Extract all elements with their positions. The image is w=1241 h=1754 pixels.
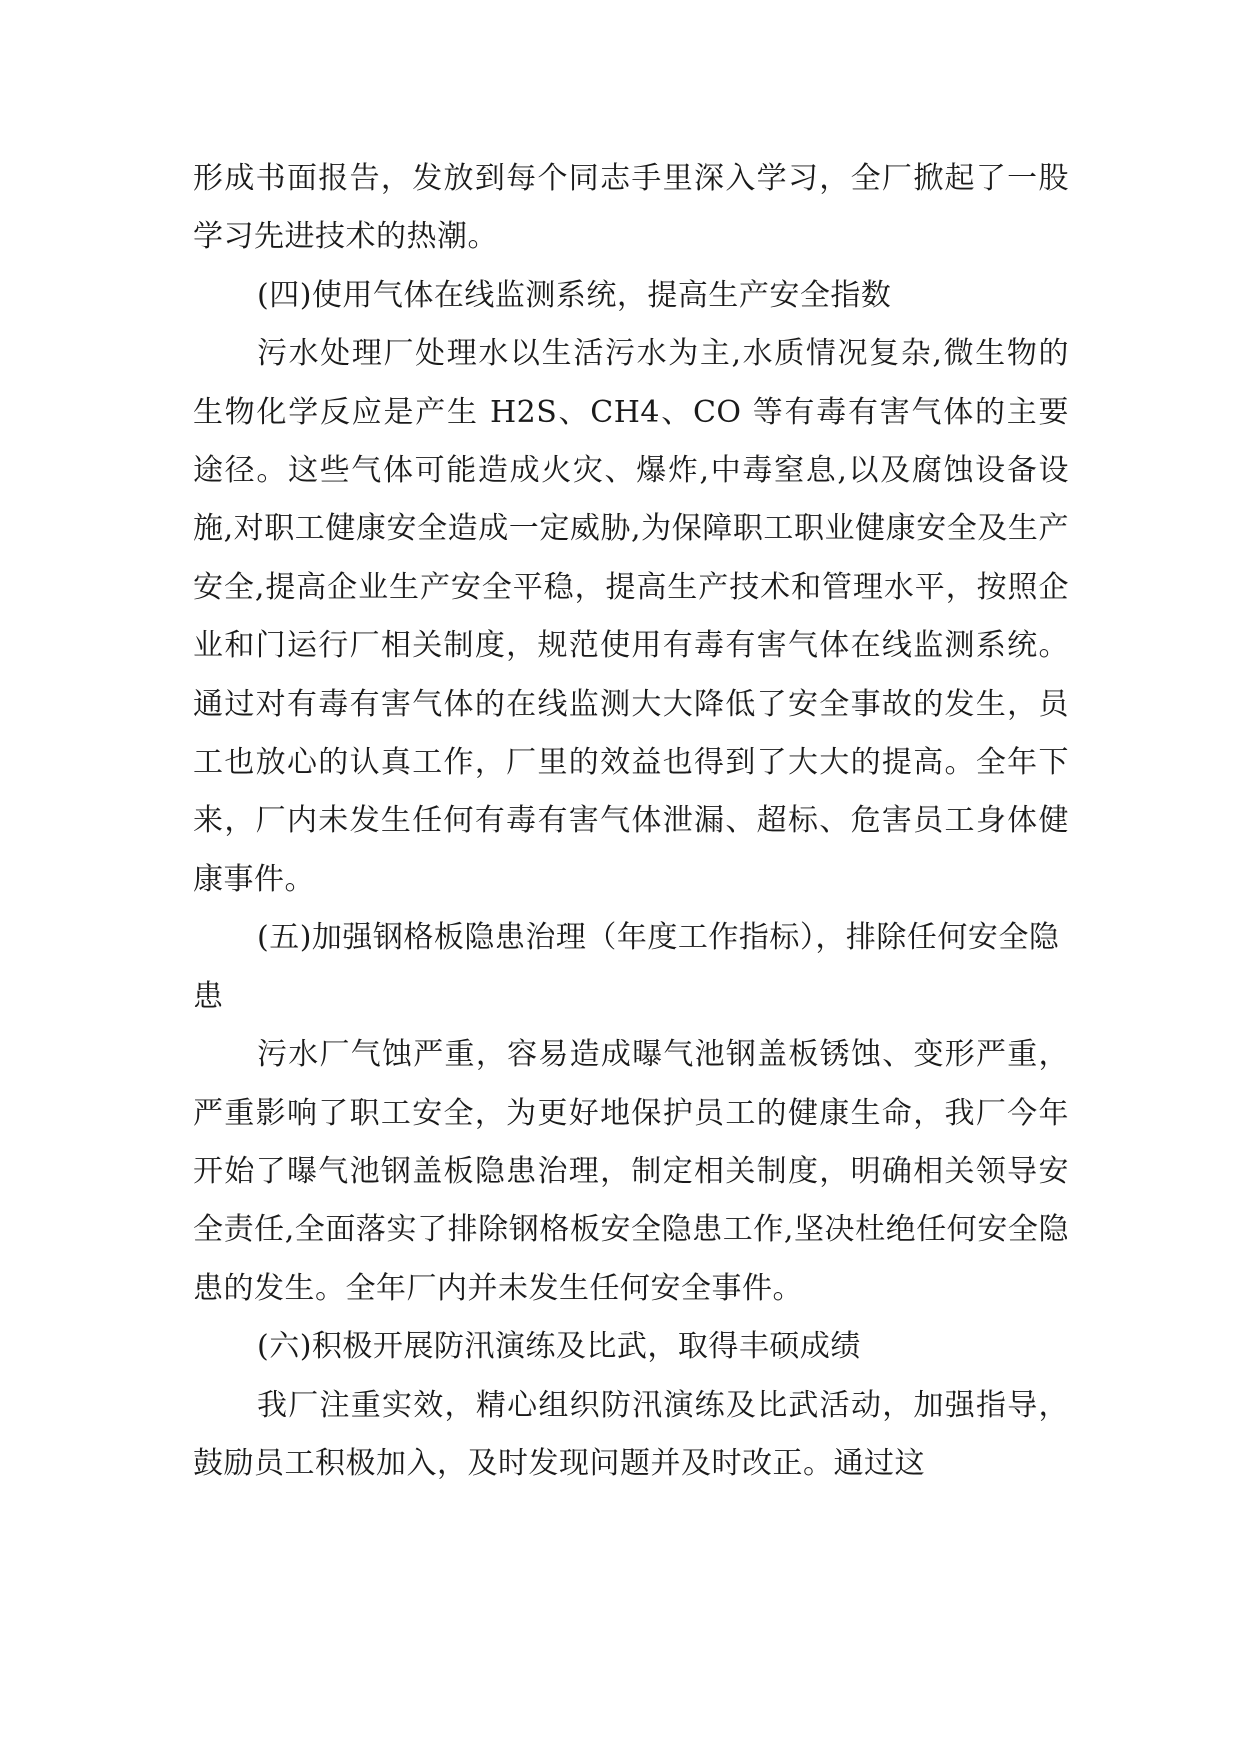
paragraph-flood-drill: 我厂注重实效，精心组织防汛演练及比武活动，加强指导，鼓励员工积极加入，及时发现问题并及时改正。通过这: [193, 1387, 1069, 1481]
section-heading-4: (四)使用气体在线监测系统，提高生产安全指数: [257, 277, 892, 313]
section-heading-6: (六)积极开展防汛演练及比武，取得丰硕成绩: [257, 1329, 861, 1365]
section-heading-5: (五)加强钢格板隐患治理（年度工作指标），排除任何安全隐患: [193, 920, 1060, 1014]
document-body: [193, 150, 1069, 1493]
paragraph-steel-grating: 污水厂气蚀严重，容易造成曝气池钢盖板锈蚀、变形严重，严重影响了职工安全，为更好地保护员工的健康生命，我厂今年开始了曝气池钢盖板隐患治理，制定相关制度，明确相关领导安全责任,全面落实了排除钢格板安全隐患工作,坚决杜绝任何安全隐患的发生。全年厂内并未发生任何安全事件。: [193, 1037, 1069, 1306]
paragraph-gas-monitoring: 污水处理厂处理水以生活污水为主,水质情况复杂,微生物的生物化学反应是产生 H2S、CH4、CO 等有毒有害气体的主要途径。这些气体可能造成火灾、爆炸,中毒窒息,以及腐蚀设备设施,对职工健康安全造成一定威胁,为保障职工职业健康安全及生产安全,提高企业生产安全平稳，提高生产技术和管理水平，按照企业和门运行厂相关制度，规范使用有毒有害气体在线监测系统。通过对有毒有害气体的在线监测大大降低了安全事故的发生，员工也放心的认真工作，厂里的效益也得到了大大的提高。全年下来，厂内未发生任何有毒有害气体泄漏、超标、危害员工身体健康事件。: [193, 336, 1069, 897]
paragraph-continuation: 形成书面报告，发放到每个同志手里深入学习，全厂掀起了一股学习先进技术的热潮。: [193, 161, 1069, 255]
